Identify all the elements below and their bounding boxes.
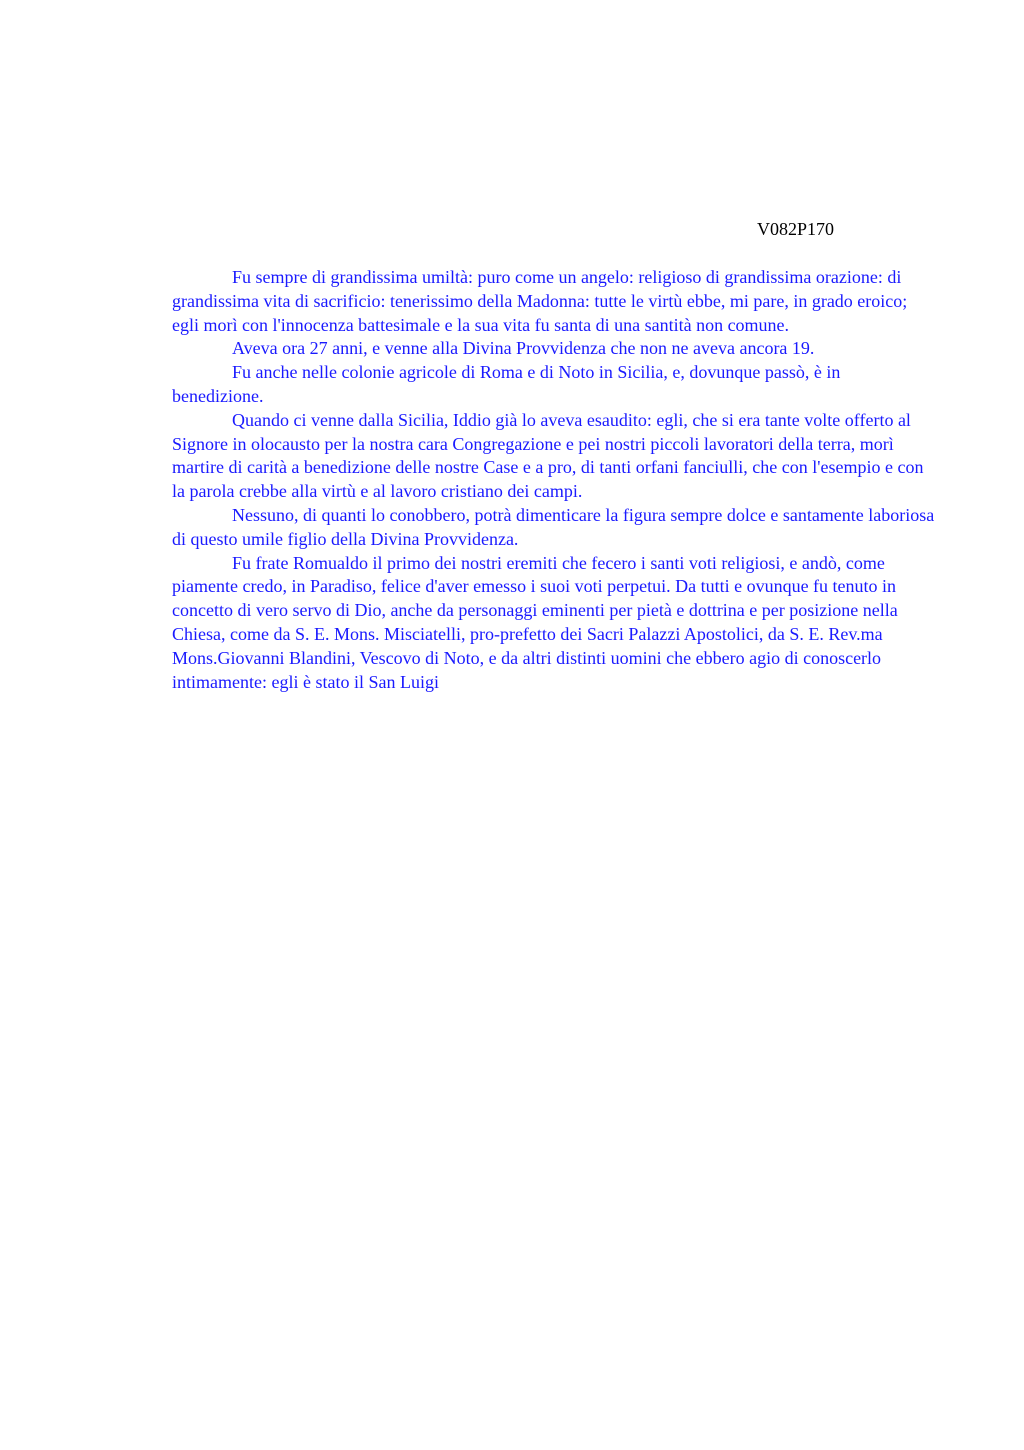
body-text — [172, 266, 936, 694]
paragraph-6: Fu frate Romualdo il primo dei nostri eremiti che fecero i santi voti religiosi, e andò, come piamente credo, in Paradiso, felice d'aver emesso i suoi voti perpetui. Da tutti e ovunque fu tenuto in concetto di vero servo di Dio, anche da personaggi eminenti per pietà e dottrina e per posizione nella Chiesa, come da S. E. Mons. Misciatelli, pro-prefetto dei Sacri Palazzi Apostolici, da S. E. Rev.ma Mons.Giovanni Blandini, Vescovo di Noto, e da altri distinti uomini che ebbero agio di conoscerlo intimamente: egli è stato il San Luigi — [172, 552, 898, 692]
paragraph-3: Fu anche nelle colonie agricole di Roma e di Noto in Sicilia, e, dovunque passò, è in benedizione. — [172, 362, 841, 406]
paragraph-4: Quando ci venne dalla Sicilia, Iddio già lo aveva esaudito: egli, che si era tante volte offerto al Signore in olocausto per la nostra cara Congregazione e pei nostri piccoli lavoratori della terra, morì martire di carità a benedizione delle nostre Case e a pro, di tanti orfani fanciulli, che con l'esempio e con la parola crebbe alla virtù e al lavoro cristiano dei campi. — [172, 409, 924, 502]
paragraph-2: Aveva ora 27 anni, e venne alla Divina Provvidenza che non ne aveva ancora 19. — [232, 338, 815, 359]
page-code: V082P170 — [757, 219, 835, 239]
paragraph-1: Fu sempre di grandissima umiltà: puro come un angelo: religioso di grandissima orazione: di grandissima vita di sacrificio: tenerissimo della Madonna: tutte le virtù ebbe, mi pare, in grado eroico; egli morì con l'innocenza battesimale e la sua vita fu santa di una santità non comune. — [172, 267, 908, 335]
paragraph-5: Nessuno, di quanti lo conobbero, potrà dimenticare la figura sempre dolce e santamente laboriosa di questo umile figlio della Divina Provvidenza. — [172, 504, 935, 549]
